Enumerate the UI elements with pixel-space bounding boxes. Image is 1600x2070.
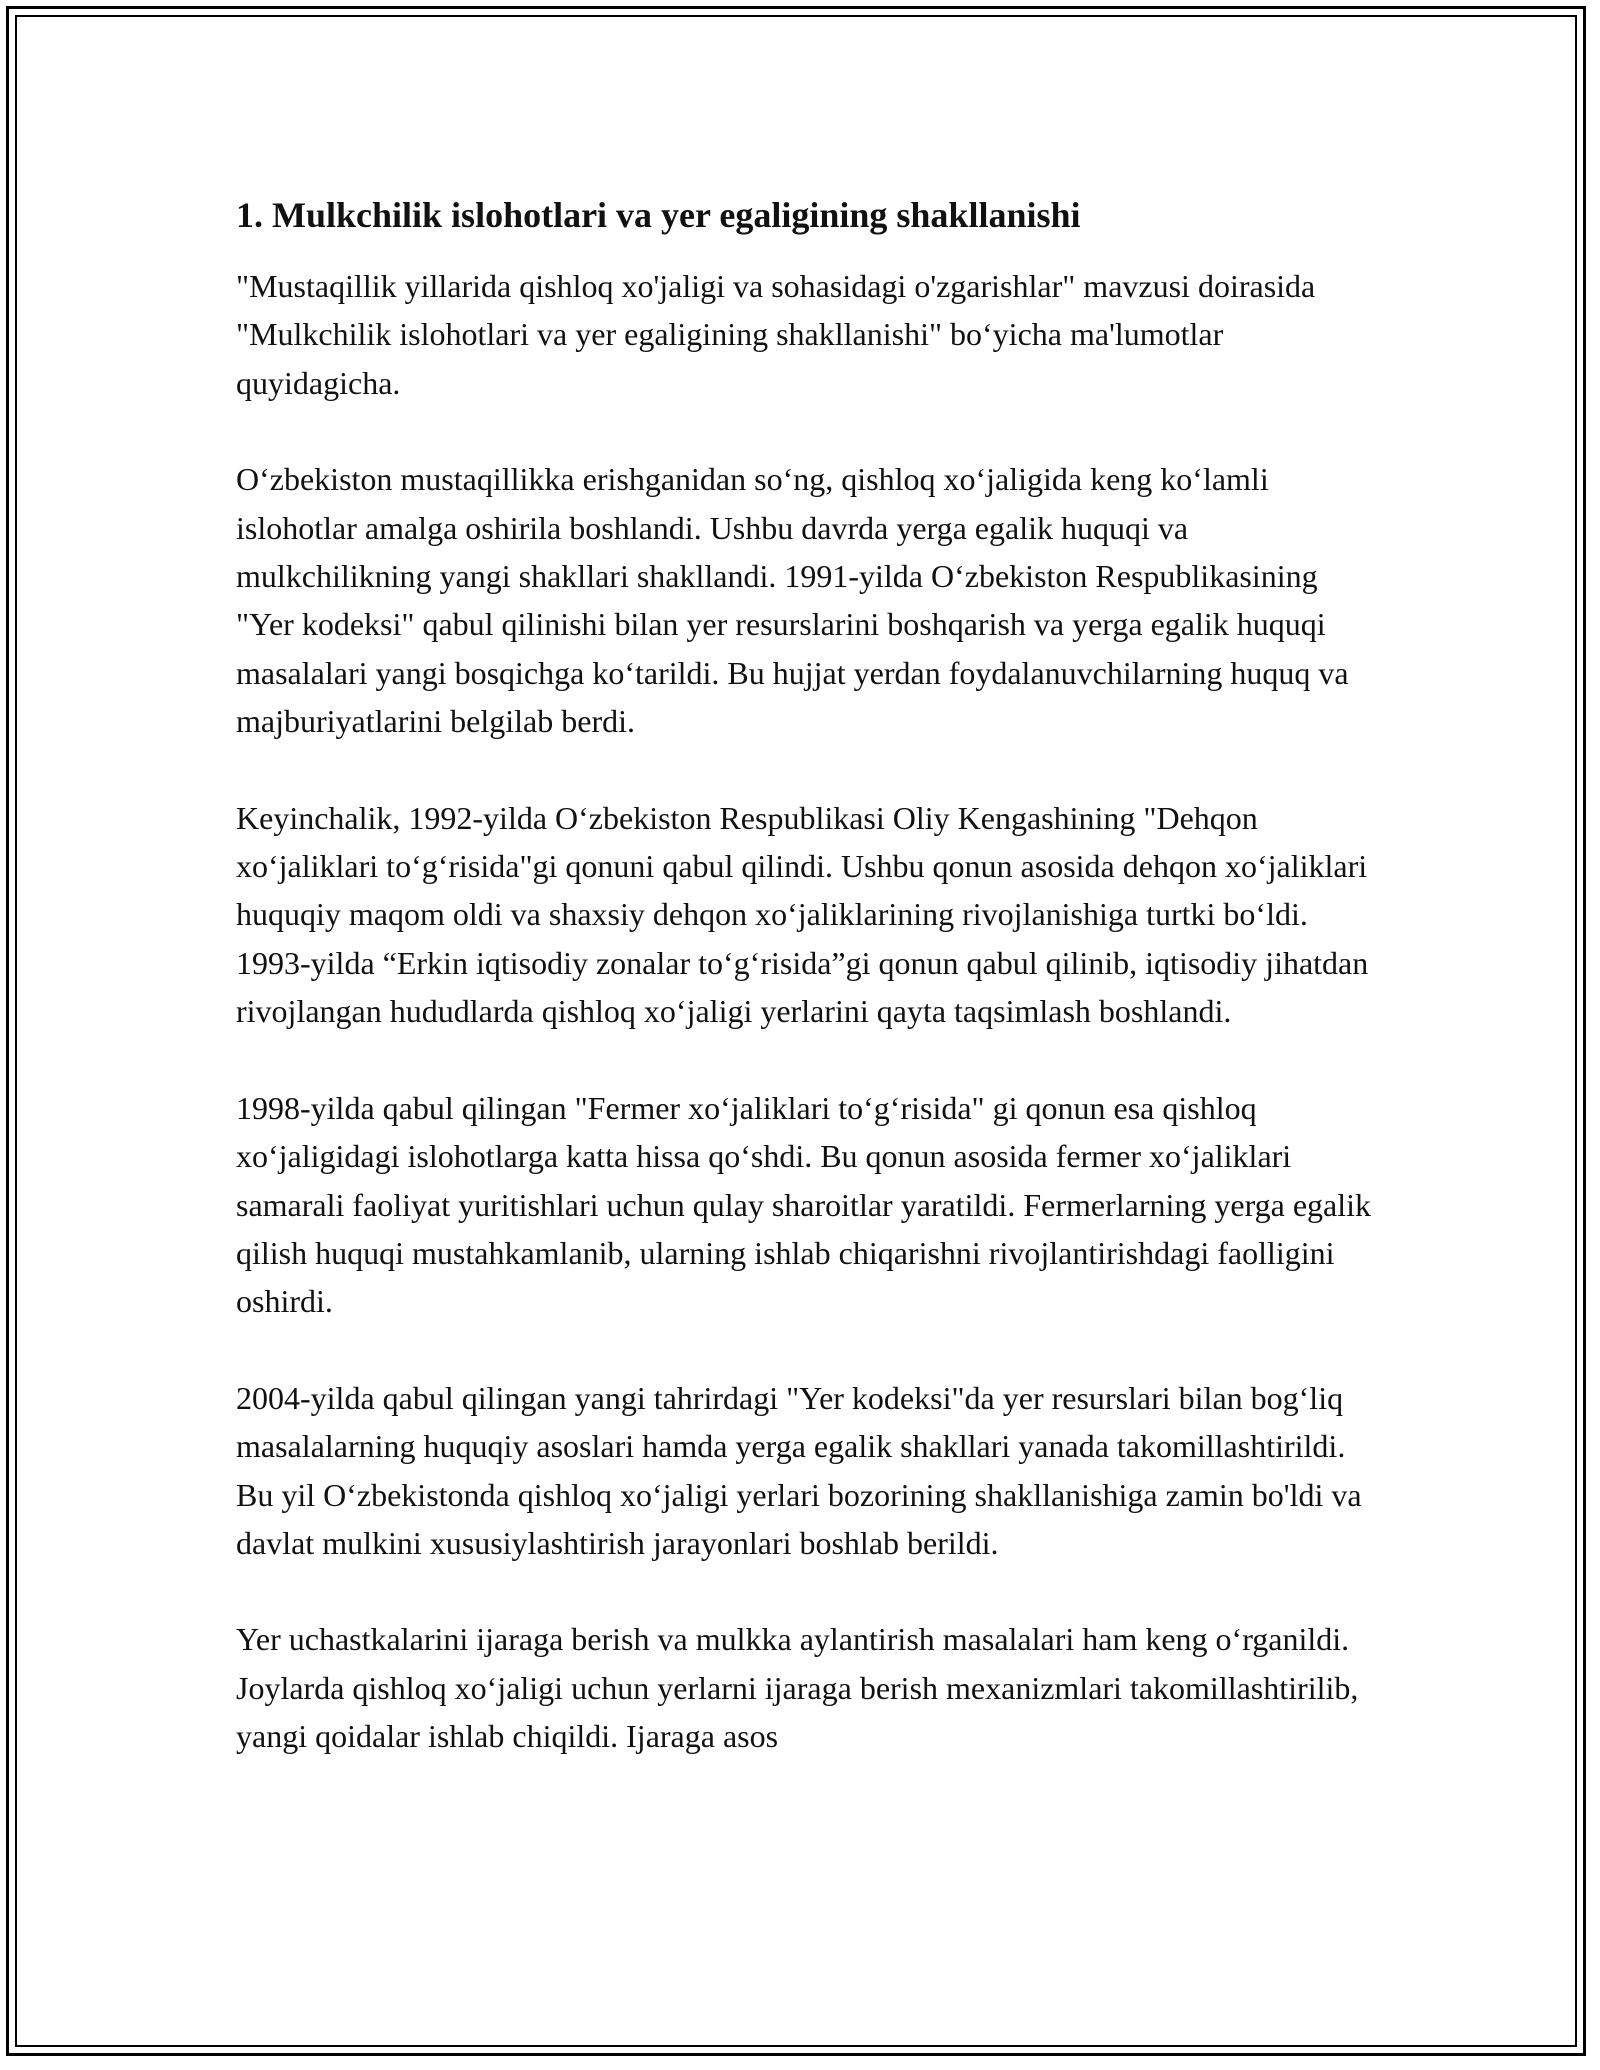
paragraph-land-lease: Yer uchastkalarini ijaraga berish va mulkka aylantirish masalalari ham keng o‘rganildi. Joylarda qishloq xo‘jaligi uchun yerlarni ijaraga berish mexanizmlari takomillashtirilib, yangi qoidalar ishlab chiqildi. Ijaraga asos: [236, 1621, 1359, 1755]
paragraph-intro: "Mustaqillik yillarida qishloq xo'jaligi va sohasidagi o'zgarishlar" mavzusi doirasida "Mulkchilik islohotlari va yer egaligining shakllanishi" bo‘yicha ma'lumotlar quyidagicha.: [236, 268, 1316, 401]
paragraph-farmer-law: 1998-yilda qabul qilingan "Fermer xo‘jaliklari to‘g‘risida" gi qonun esa qishloq xo‘jaligidagi islohotlarga katta hissa qo‘shdi. Bu qonun asosida fermer xo‘jaliklari samarali faoliyat yuritishlari uchun qulay sharoitlar yaratildi. Fermerlarning yerga egalik qilish huquqi mustahkamlanib, ularning ishlab chiqarishni rivojlantirishdagi faolligini oshirdi.: [236, 1089, 1372, 1320]
section-heading: 1. Mulkchilik islohotlari va yer egaligining shakllanishi: [236, 195, 1081, 235]
paragraph-independence-reforms: O‘zbekiston mustaqillikka erishganidan so‘ng, qishloq xo‘jaligida keng ko‘lamli islohotlar amalga oshirila boshlandi. Ushbu davrda yerga egalik huquqi va mulkchilikning yangi shakllari shakllandi. 1991-yilda O‘zbekiston Respublikasining "Yer kodeksi" qabul qilinishi bilan yer resurslarini boshqarish va yerga egalik huquqi masalalari yangi bosqichga ko‘tarildi. Bu hujjat yerdan foydalanuvchilarning huquq va majburiyatlarini belgilab berdi.: [236, 461, 1349, 740]
paragraph-dehqon-law: Keyinchalik, 1992-yilda O‘zbekiston Respublikasi Oliy Kengashining "Dehqon xo‘jaliklari to‘g‘risida"gi qonuni qabul qilindi. Ushbu qonun asosida dehqon xo‘jaliklari huquqiy maqom oldi va shaxsiy dehqon xo‘jaliklarining rivojlanishiga turtki bo‘ldi. 1993-yilda “Erkin iqtisodiy zonalar to‘g‘risida”gi qonun qabul qilinib, iqtisodiy jihatdan rivojlangan hududlarda qishloq xo‘jaligi yerlarini qayta taqsimlash boshlandi.: [236, 799, 1369, 1030]
document-body: [236, 190, 1386, 1809]
paragraph-land-code-2004: 2004-yilda qabul qilingan yangi tahrirdagi "Yer kodeksi"da yer resurslari bilan bog‘liq masalalarning huquqiy asoslari hamda yerga egalik shakllari yanada takomillashtirildi. Bu yil O‘zbekistonda qishloq xo‘jaligi yerlari bozorining shakllanishiga zamin bo'ldi va davlat mulkini xususiylashtirish jarayonlari boshlab berildi.: [236, 1379, 1362, 1561]
